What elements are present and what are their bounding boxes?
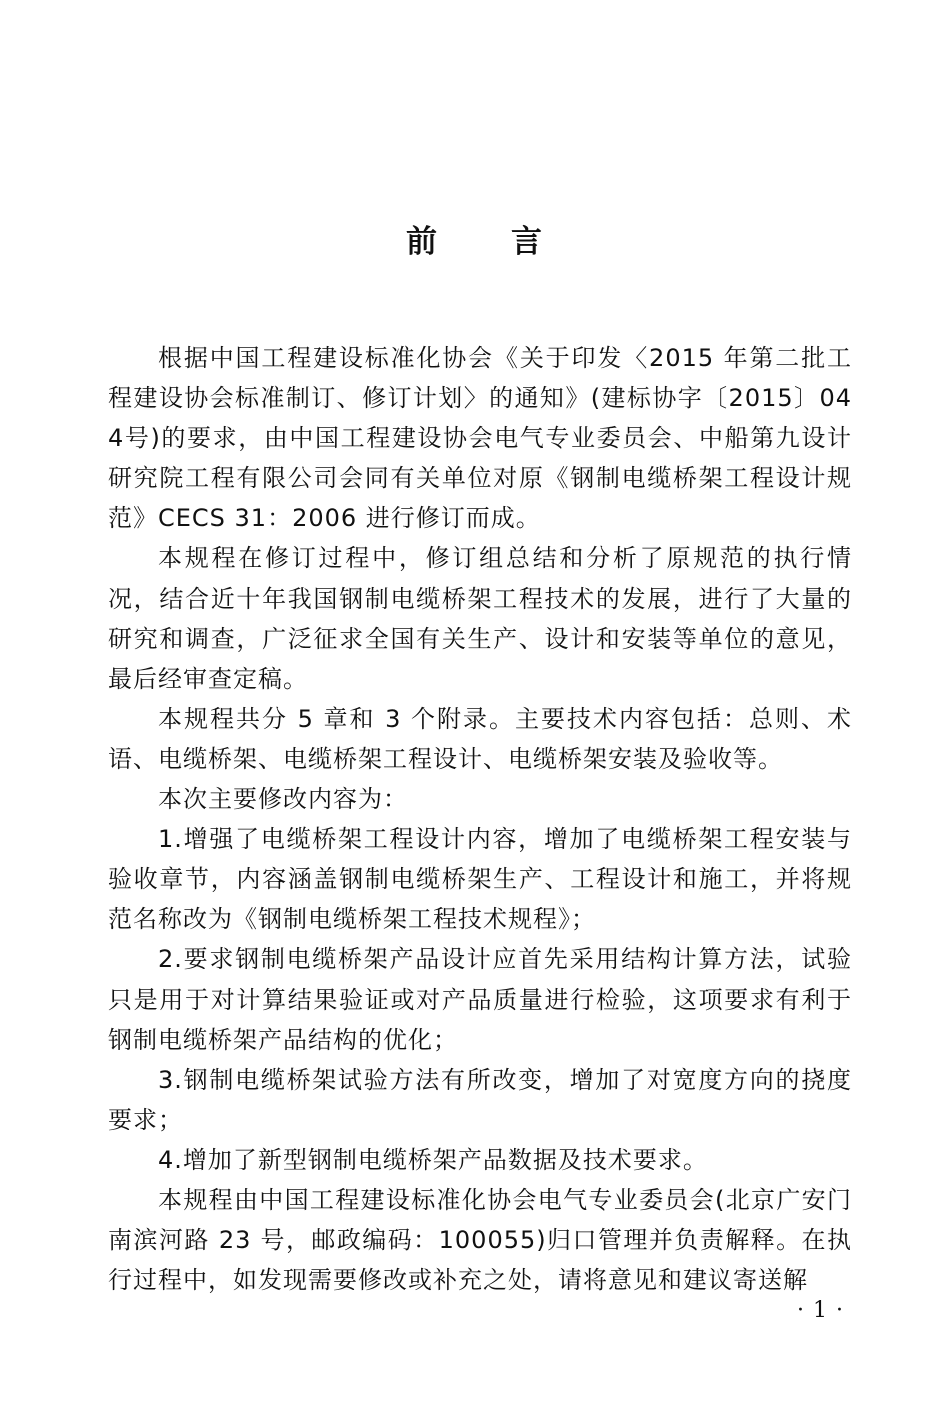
title-char-left: 前 xyxy=(406,224,439,260)
paragraph-change-2: 2.要求钢制电缆桥架产品设计应首先采用结构计算方法，试验只是用于对计算结果验证或对产品质量进行检验，这项要求有利于钢制电缆桥架产品结构的优化； xyxy=(108,945,852,1054)
paragraph-management: 本规程由中国工程建设标准化协会电气专业委员会(北京广安门南滨河路 23 号，邮政编码：100055)归口管理并负责解释。在执行过程中，如发现需要修改或补充之处，请将意见和建议寄送解 xyxy=(108,1185,852,1295)
paragraph-changes-intro: 本次主要修改内容为： xyxy=(158,785,408,814)
body-text xyxy=(108,338,852,1300)
paragraph-change-1: 1.增强了电缆桥架工程设计内容，增加了电缆桥架工程安装与验收章节，内容涵盖钢制电缆桥架生产、工程设计和施工，并将规范名称改为《钢制电缆桥架工程技术规程》； xyxy=(108,825,852,934)
paragraph-main-contents: 本规程共分 5 章和 3 个附录。主要技术内容包括：总则、术语、电缆桥架、电缆桥架工程设计、电缆桥架安装及验收等。 xyxy=(108,704,852,773)
paragraph-basis: 根据中国工程建设标准化协会《关于印发〈2015 年第二批工程建设协会标准制订、修订计划〉的通知》(建标协字〔2015〕044号)的要求，由中国工程建设协会电气专业委员会、中船第九设计研究院工程有限公司会同有关单位对原《钢制电缆桥架工程设计规范》CECS 31：2006 进行修订而成。 xyxy=(108,344,852,533)
paragraph-revision-process: 本规程在修订过程中，修订组总结和分析了原规范的执行情况，结合近十年我国钢制电缆桥架工程技术的发展，进行了大量的研究和调查，广泛征求全国有关生产、设计和安装等单位的意见，最后经审查定稿。 xyxy=(108,544,852,693)
paragraph-change-4: 4.增加了新型钢制电缆桥架产品数据及技术要求。 xyxy=(158,1145,708,1174)
title-char-right: 言 xyxy=(511,224,544,260)
page-title xyxy=(0,222,950,262)
page-number: · 1 · xyxy=(797,1298,844,1323)
paragraph-change-3: 3.钢制电缆桥架试验方法有所改变，增加了对宽度方向的挠度要求； xyxy=(108,1065,852,1134)
